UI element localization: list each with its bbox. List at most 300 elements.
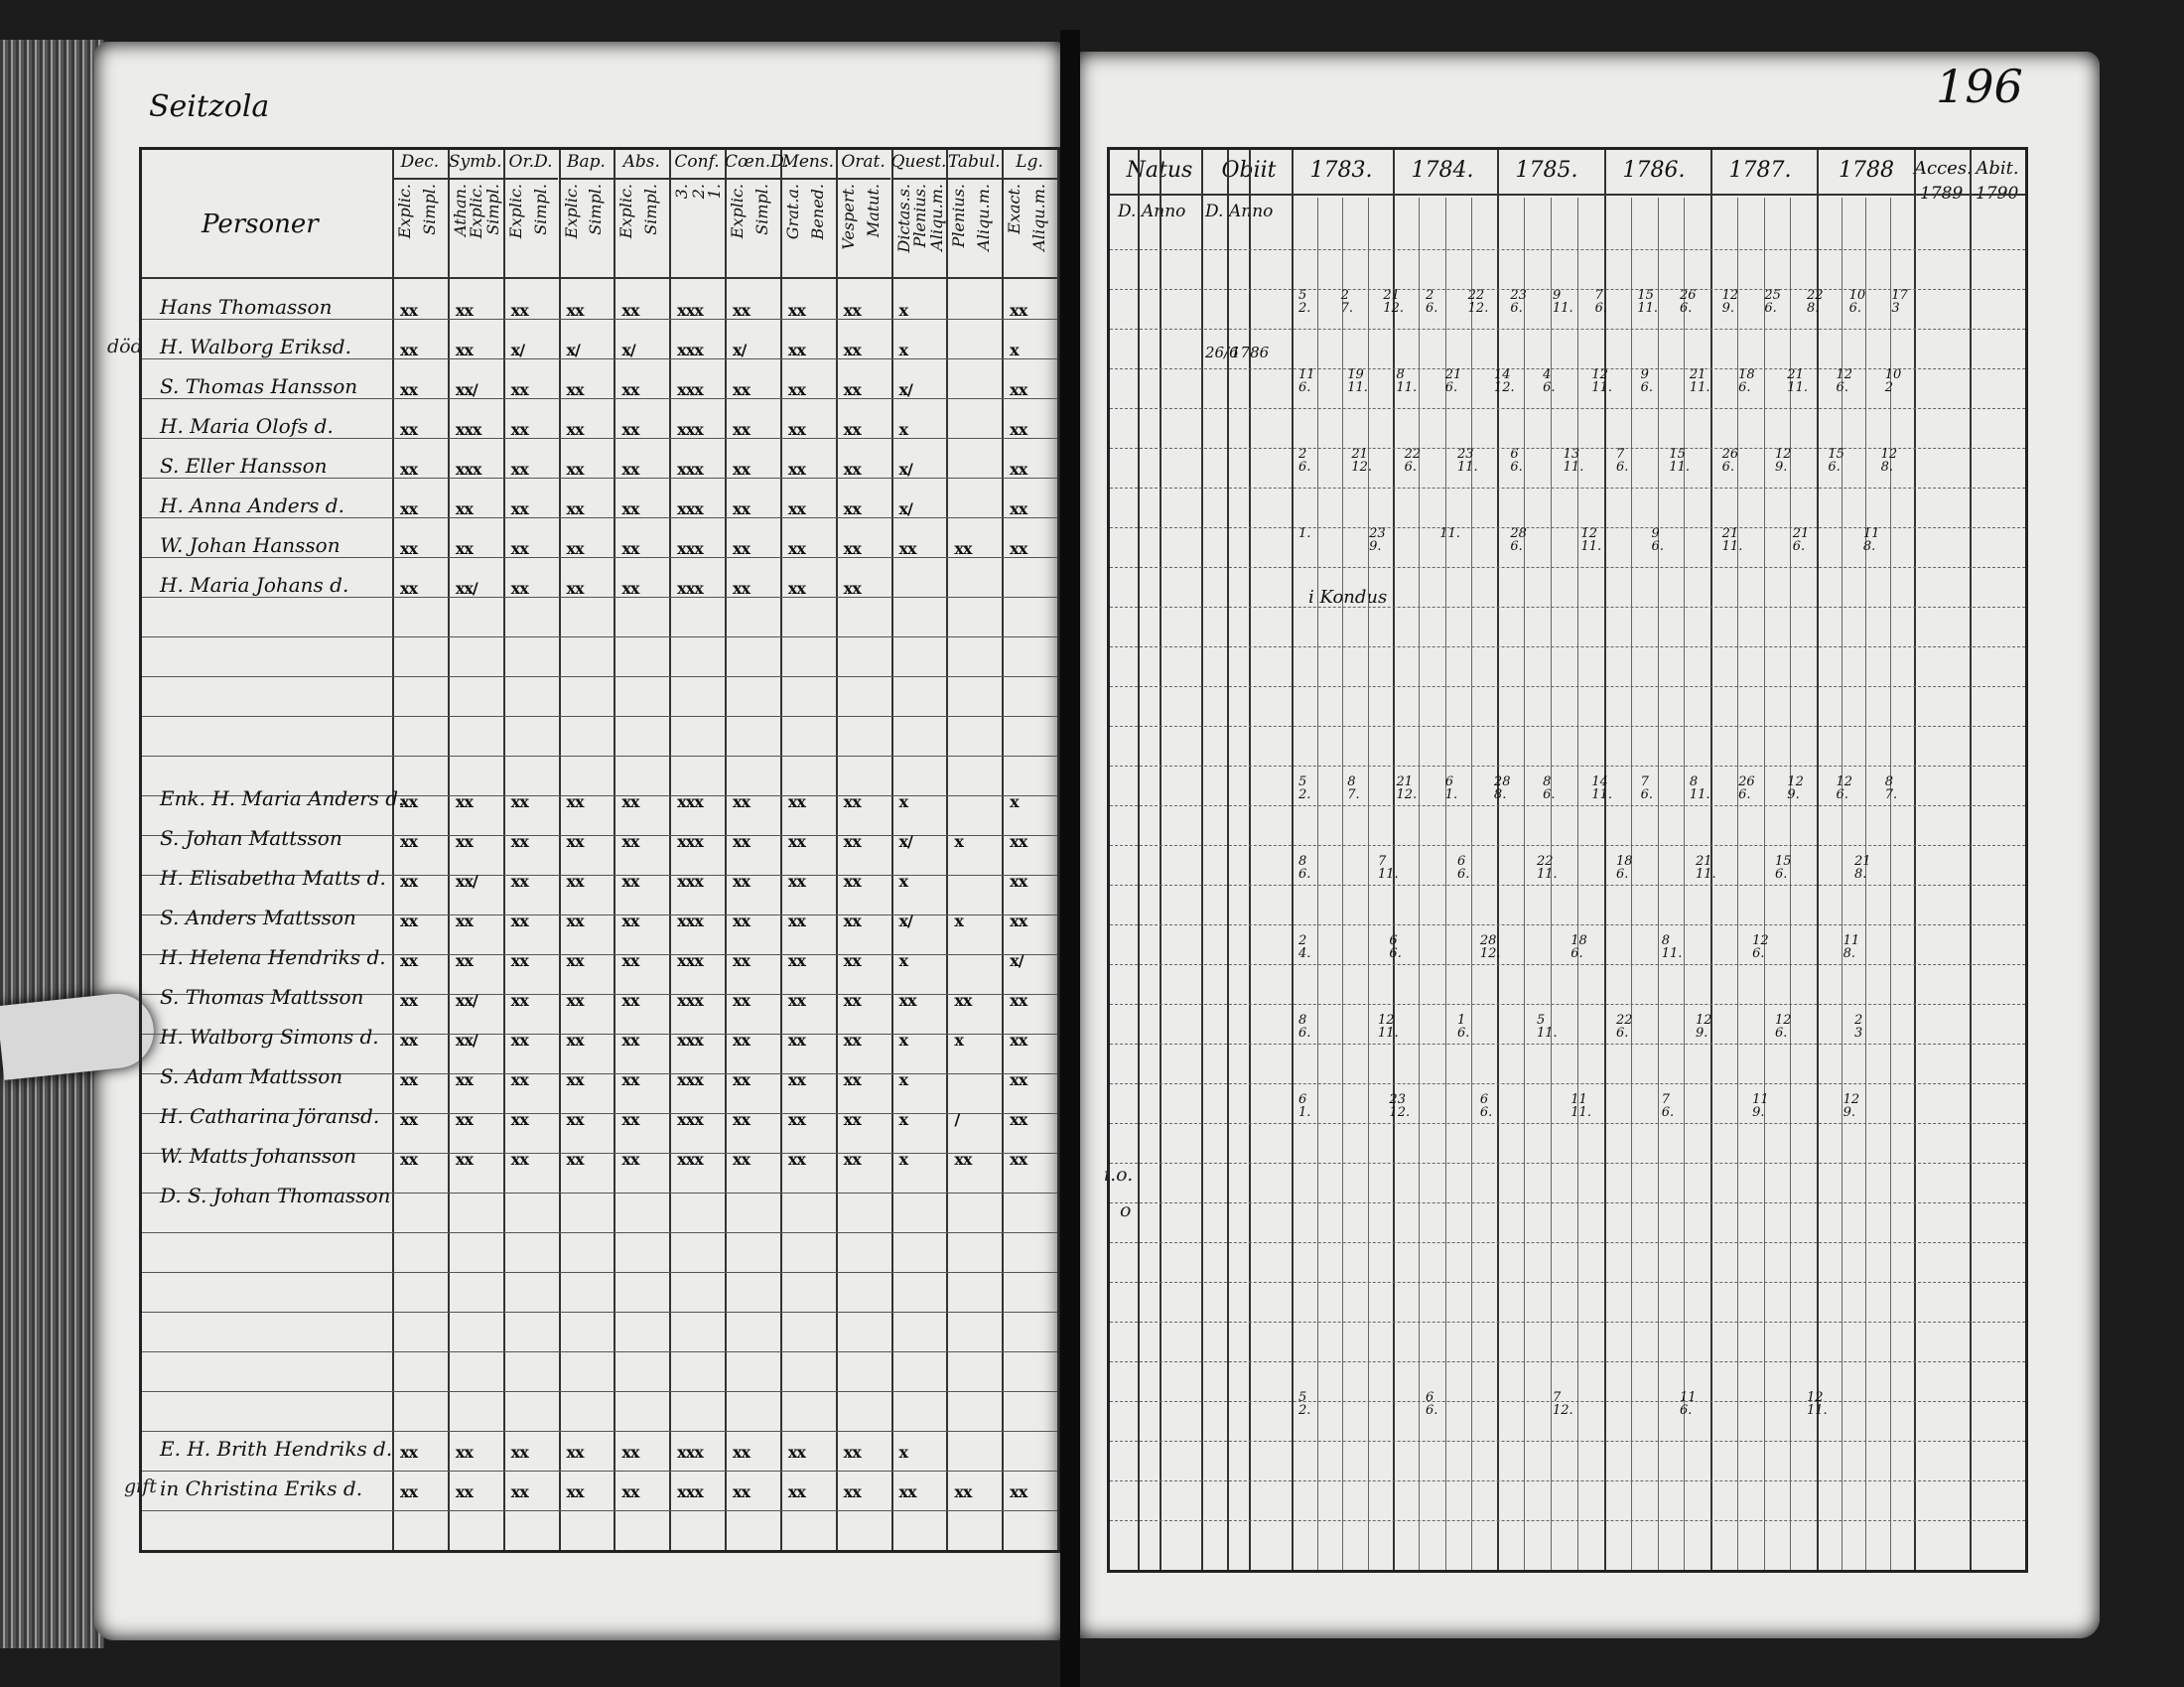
catechism-mark: xx xyxy=(400,991,418,1010)
catechism-mark: xx xyxy=(787,301,805,320)
catechism-mark: xx xyxy=(733,539,751,558)
catechism-date: 12 6. xyxy=(1836,774,1853,802)
catechism-mark: xx xyxy=(843,872,861,891)
catechism-date: 23 11. xyxy=(1457,447,1478,475)
catechism-mark: x/ xyxy=(510,341,525,359)
column-subheader: Matut. xyxy=(863,184,883,238)
ruled-line xyxy=(1110,567,2025,568)
header-underline xyxy=(448,178,503,180)
catechism-date: 9 6. xyxy=(1651,526,1664,554)
catechism-mark: xx xyxy=(733,1150,751,1169)
catechism-date: 8 6. xyxy=(1298,854,1311,882)
catechism-mark: xx xyxy=(787,1482,805,1501)
catechism-mark: xx xyxy=(1010,380,1027,399)
catechism-mark: x xyxy=(1010,792,1019,811)
catechism-date: 26 6. xyxy=(1680,288,1697,316)
column-subheader: 3. xyxy=(672,184,692,200)
header-underline xyxy=(780,178,836,180)
catechism-mark: xx xyxy=(455,912,473,930)
margin-note-o: o xyxy=(1120,1199,1132,1221)
year-subdivider xyxy=(1577,198,1578,1570)
catechism-date: 12 11. xyxy=(1807,1390,1828,1418)
catechism-mark: x xyxy=(954,912,963,930)
catechism-mark: xx xyxy=(566,579,584,598)
ruled-line xyxy=(1110,1282,2025,1283)
catechism-mark: xx xyxy=(455,1482,473,1501)
catechism-mark: xx xyxy=(566,792,584,811)
catechism-date: 12 9. xyxy=(1721,288,1739,316)
catechism-date: 18 6. xyxy=(1570,933,1587,961)
catechism-date: 1. xyxy=(1298,526,1311,541)
ruled-line xyxy=(1110,329,2025,330)
year-subdivider xyxy=(1317,198,1318,1570)
catechism-mark: x/ xyxy=(733,341,747,359)
catechism-mark: xx xyxy=(733,1070,751,1089)
catechism-mark: xx xyxy=(566,872,584,891)
catechism-mark: xx xyxy=(400,301,418,320)
catechism-mark: xx xyxy=(1010,1070,1027,1089)
column-header: Dec. xyxy=(400,152,440,172)
accessit-year: 1789 xyxy=(1920,184,1964,204)
catechism-mark: xx xyxy=(787,539,805,558)
catechism-mark: xxx xyxy=(677,1443,703,1462)
catechism-mark: xx xyxy=(787,951,805,970)
catechism-mark: xx xyxy=(843,951,861,970)
catechism-date: 12 11. xyxy=(1580,526,1602,554)
catechism-mark: xx xyxy=(510,872,528,891)
year-subdivider xyxy=(1865,198,1866,1570)
year-1785-header: 1785. xyxy=(1515,158,1578,183)
catechism-mark: xxx xyxy=(677,872,703,891)
column-subheader: Explic. xyxy=(616,184,636,239)
catechism-date: 26 6. xyxy=(1721,447,1739,475)
column-subheader: Simpl. xyxy=(483,184,503,235)
catechism-mark: xx xyxy=(566,1443,584,1462)
person-name: S. Thomas Mattsson xyxy=(160,985,364,1009)
catechism-mark: xxx xyxy=(677,1150,703,1169)
header-underline xyxy=(725,178,780,180)
catechism-date: 21 11. xyxy=(1696,854,1716,882)
column-subheader: Exact. xyxy=(1005,184,1024,234)
catechism-mark: xx xyxy=(843,832,861,851)
catechism-mark: xx xyxy=(510,832,528,851)
catechism-mark: xx xyxy=(566,380,584,399)
catechism-mark: xx xyxy=(621,912,639,930)
year-subdivider xyxy=(1419,198,1420,1570)
catechism-mark: x xyxy=(898,1110,908,1129)
accessit-header: Acces. xyxy=(1914,158,1973,179)
catechism-mark: xx xyxy=(510,420,528,439)
year-1784-header: 1784. xyxy=(1411,158,1474,183)
catechism-date: 5 2. xyxy=(1298,774,1311,802)
catechism-mark: xx xyxy=(400,951,418,970)
catechism-mark: xx xyxy=(566,420,584,439)
catechism-mark: xx xyxy=(621,1150,639,1169)
column-divider xyxy=(1604,150,1606,1570)
catechism-mark: xx xyxy=(787,380,805,399)
catechism-mark: x xyxy=(898,872,908,891)
catechism-date: 28 12. xyxy=(1479,933,1501,961)
ruled-line xyxy=(1110,845,2025,846)
catechism-mark: xx xyxy=(621,1070,639,1089)
ruled-line xyxy=(1110,1123,2025,1124)
catechism-date: 12 6. xyxy=(1836,367,1853,395)
catechism-date: 17 3 xyxy=(1891,288,1908,316)
catechism-mark: xx xyxy=(787,460,805,479)
catechism-date: 15 6. xyxy=(1828,447,1844,475)
catechism-mark: xxx xyxy=(677,380,703,399)
catechism-date: 14 12. xyxy=(1493,367,1515,395)
catechism-mark: xx xyxy=(566,301,584,320)
catechism-table xyxy=(139,147,1060,1553)
catechism-date: 2 4. xyxy=(1298,933,1311,961)
catechism-mark: xx xyxy=(843,912,861,930)
person-name: S. Thomas Hansson xyxy=(160,374,358,398)
catechism-mark: xx xyxy=(1010,420,1027,439)
catechism-date: 25 6. xyxy=(1764,288,1781,316)
catechism-mark: xx xyxy=(566,1070,584,1089)
catechism-mark: xx xyxy=(843,341,861,359)
catechism-mark: xx xyxy=(621,991,639,1010)
ruled-line xyxy=(142,478,1057,479)
catechism-mark: xx xyxy=(787,1443,805,1462)
catechism-date: 11. xyxy=(1439,526,1460,541)
catechism-mark: xx xyxy=(787,832,805,851)
catechism-mark: xx xyxy=(843,1110,861,1129)
catechism-mark: x/ xyxy=(621,341,635,359)
catechism-date: 22 8. xyxy=(1807,288,1824,316)
column-subheader: Explic. xyxy=(395,184,414,239)
catechism-mark: xx xyxy=(400,539,418,558)
year-subdivider xyxy=(1658,198,1659,1570)
header-divider xyxy=(142,277,1057,279)
catechism-mark: xx xyxy=(1010,301,1027,320)
ruled-line xyxy=(1110,488,2025,489)
ruled-line xyxy=(1110,1480,2025,1481)
catechism-mark: xxx xyxy=(455,460,481,479)
catechism-mark: xx xyxy=(843,1482,861,1501)
catechism-mark: xx xyxy=(510,1443,528,1462)
catechism-mark: xx xyxy=(1010,460,1027,479)
person-name: S. Anders Mattsson xyxy=(160,906,356,929)
catechism-mark: xx xyxy=(843,460,861,479)
ruled-line xyxy=(1110,527,2025,528)
ruled-line xyxy=(142,1391,1057,1392)
catechism-date: 6 6. xyxy=(1426,1390,1438,1418)
column-subheader: Athan. xyxy=(450,184,470,236)
catechism-date: 21 11. xyxy=(1721,526,1743,554)
catechism-mark: xx xyxy=(898,991,916,1010)
margin-note-gift: gift xyxy=(124,1476,157,1497)
column-header: Abs. xyxy=(622,152,660,172)
catechism-mark: x xyxy=(898,1150,908,1169)
person-name: D. S. Johan Thomasson xyxy=(160,1184,391,1207)
column-divider xyxy=(1914,150,1916,1570)
catechism-mark: xx xyxy=(733,380,751,399)
ruled-line xyxy=(1110,1044,2025,1045)
header-underline xyxy=(614,178,669,180)
catechism-date: 21 6. xyxy=(1444,367,1462,395)
person-name: H. Catharina Jöransd. xyxy=(160,1104,380,1128)
ruled-line xyxy=(142,1471,1057,1472)
person-name: S. Adam Mattsson xyxy=(160,1064,343,1088)
catechism-mark: xx xyxy=(621,460,639,479)
column-subheader: Plenius. xyxy=(910,184,930,248)
person-name: W. Matts Johansson xyxy=(160,1144,357,1168)
catechism-mark: xx xyxy=(843,499,861,518)
catechism-mark: xxx xyxy=(455,420,481,439)
village-title: Seitzola xyxy=(149,89,270,124)
catechism-mark: xx xyxy=(455,832,473,851)
ruled-line xyxy=(142,1272,1057,1273)
catechism-mark: xx xyxy=(455,1443,473,1462)
catechism-mark: xx xyxy=(787,341,805,359)
catechism-mark: x xyxy=(898,951,908,970)
header-underline xyxy=(503,178,559,180)
catechism-mark: xx xyxy=(843,1443,861,1462)
catechism-date: 5 11. xyxy=(1537,1013,1558,1041)
column-subheader: Dictas.s. xyxy=(893,184,913,253)
catechism-mark: xx xyxy=(621,1443,639,1462)
ruled-line xyxy=(1110,1202,2025,1203)
column-header: Or.D. xyxy=(508,152,553,172)
ruled-line xyxy=(142,676,1057,677)
catechism-mark: xx xyxy=(400,1150,418,1169)
catechism-mark: xx xyxy=(621,301,639,320)
catechism-mark: xx xyxy=(566,1110,584,1129)
catechism-mark: xx xyxy=(510,499,528,518)
year-subdivider xyxy=(1631,198,1632,1570)
catechism-mark: xx xyxy=(787,991,805,1010)
ruled-line xyxy=(1110,1242,2025,1243)
catechism-date: 7 12. xyxy=(1553,1390,1573,1418)
ruled-line xyxy=(142,1312,1057,1313)
catechism-mark: xx xyxy=(733,1482,751,1501)
year-subdivider xyxy=(1471,198,1472,1570)
catechism-date: 5 2. xyxy=(1298,288,1311,316)
ruled-line xyxy=(142,319,1057,320)
column-divider xyxy=(725,150,727,1550)
catechism-date: 11 8. xyxy=(1843,933,1860,961)
year-subdivider xyxy=(1684,198,1685,1570)
ruled-line xyxy=(142,597,1057,598)
ruled-line xyxy=(1110,766,2025,767)
catechism-mark: xx xyxy=(566,499,584,518)
catechism-mark: x xyxy=(898,341,908,359)
ruled-line xyxy=(142,1351,1057,1352)
catechism-date: 21 11. xyxy=(1787,367,1808,395)
catechism-date: 6 6. xyxy=(1389,933,1402,961)
catechism-mark: xx xyxy=(733,872,751,891)
catechism-mark: xxx xyxy=(677,832,703,851)
catechism-mark: xx xyxy=(455,1110,473,1129)
catechism-date: 6 1. xyxy=(1298,1092,1311,1120)
catechism-date: 19 11. xyxy=(1347,367,1368,395)
catechism-date: 26 6. xyxy=(1738,774,1755,802)
catechism-mark: xxx xyxy=(677,1070,703,1089)
column-divider xyxy=(669,150,671,1550)
catechism-mark: xx xyxy=(733,991,751,1010)
catechism-mark: xx xyxy=(566,1482,584,1501)
catechism-mark: xx xyxy=(621,539,639,558)
catechism-date: 22 12. xyxy=(1467,288,1489,316)
catechism-mark: xx xyxy=(843,301,861,320)
persons-header: Personer xyxy=(202,210,319,239)
catechism-date: 21 11. xyxy=(1689,367,1710,395)
column-divider xyxy=(1201,150,1203,1570)
catechism-mark: xx xyxy=(510,1150,528,1169)
person-name: S. Johan Mattsson xyxy=(160,826,342,850)
catechism-mark: xx xyxy=(843,539,861,558)
catechism-mark: xx xyxy=(787,792,805,811)
catechism-mark: xx/ xyxy=(455,380,478,399)
column-subheader: Simpl. xyxy=(641,184,661,235)
catechism-date: 8 6. xyxy=(1543,774,1556,802)
ruled-line xyxy=(1110,1004,2025,1005)
catechism-date: 28 8. xyxy=(1493,774,1511,802)
catechism-mark: xx xyxy=(621,1482,639,1501)
catechism-date: 8 11. xyxy=(1396,367,1418,395)
person-name: H. Maria Johans d. xyxy=(160,573,349,597)
catechism-date: 6 1. xyxy=(1444,774,1458,802)
catechism-date: 8 7. xyxy=(1347,774,1360,802)
catechism-mark: xx xyxy=(1010,872,1027,891)
catechism-date: 7 6. xyxy=(1640,774,1654,802)
ruled-line xyxy=(1110,646,2025,647)
column-subheader: Explic. xyxy=(467,184,486,239)
catechism-mark: xx xyxy=(566,1031,584,1050)
column-subheader: 1. xyxy=(705,184,725,200)
catechism-date: 12 6. xyxy=(1752,933,1769,961)
column-subheader: 2. xyxy=(688,184,708,200)
catechism-mark: xx xyxy=(400,499,418,518)
catechism-mark: xx xyxy=(621,832,639,851)
column-divider xyxy=(891,150,893,1550)
catechism-mark: xx xyxy=(843,991,861,1010)
catechism-mark: xx xyxy=(400,1031,418,1050)
column-divider xyxy=(1817,150,1819,1570)
catechism-mark: xx xyxy=(1010,1150,1027,1169)
catechism-mark: xx xyxy=(621,1031,639,1050)
catechism-date: 8 7. xyxy=(1884,774,1898,802)
year-subdivider xyxy=(1551,198,1552,1570)
catechism-mark: xx xyxy=(510,1482,528,1501)
catechism-mark: x xyxy=(954,1031,963,1050)
catechism-date: 21 12. xyxy=(1351,447,1373,475)
catechism-mark: xx xyxy=(787,1031,805,1050)
catechism-date: 6 6. xyxy=(1479,1092,1493,1120)
catechism-mark: xx xyxy=(621,792,639,811)
catechism-mark: xx xyxy=(843,420,861,439)
column-divider xyxy=(614,150,615,1550)
catechism-date: 9 6. xyxy=(1640,367,1654,395)
catechism-mark: xx xyxy=(400,420,418,439)
column-divider xyxy=(1227,150,1229,1570)
column-divider xyxy=(1249,150,1251,1570)
catechism-mark: xx xyxy=(455,951,473,970)
column-subheader: Grat.a. xyxy=(782,184,802,240)
catechism-mark: xx xyxy=(733,1031,751,1050)
ruled-line xyxy=(142,716,1057,717)
catechism-mark: xx xyxy=(510,951,528,970)
catechism-date: 5 2. xyxy=(1298,1390,1311,1418)
catechism-mark: xxx xyxy=(677,991,703,1010)
catechism-mark: xx xyxy=(566,539,584,558)
catechism-mark: xxx xyxy=(677,341,703,359)
year-1788-header: 1788 xyxy=(1839,158,1894,183)
page-number: 196 xyxy=(1936,60,2023,113)
ruled-line xyxy=(142,1431,1057,1432)
catechism-mark: xx xyxy=(954,1482,972,1501)
column-subheader: Aliqu.m. xyxy=(1029,184,1049,251)
catechism-mark: xx xyxy=(510,1110,528,1129)
margin-note-kondus: i Kondus xyxy=(1308,587,1388,608)
catechism-mark: xxx xyxy=(677,539,703,558)
column-divider xyxy=(1497,150,1499,1570)
column-divider xyxy=(1138,150,1140,1570)
catechism-date: 2 7. xyxy=(1340,288,1354,316)
year-subdivider xyxy=(1445,198,1446,1570)
header-underline xyxy=(836,178,891,180)
catechism-mark: xx xyxy=(455,341,473,359)
catechism-mark: xxx xyxy=(677,951,703,970)
catechism-mark: xx xyxy=(510,912,528,930)
catechism-mark: xx xyxy=(733,460,751,479)
catechism-date: 8 6. xyxy=(1298,1013,1311,1041)
catechism-date: 2 6. xyxy=(1426,288,1438,316)
column-divider xyxy=(1160,150,1161,1570)
catechism-mark: xx xyxy=(1010,991,1027,1010)
ruled-line xyxy=(1110,408,2025,409)
catechism-mark: xxx xyxy=(677,460,703,479)
catechism-mark: xx xyxy=(621,420,639,439)
column-divider xyxy=(448,150,450,1550)
catechism-mark: x/ xyxy=(898,832,912,851)
column-header: Mens. xyxy=(781,152,835,172)
abiit-header: Abit. xyxy=(1976,158,2019,179)
catechism-mark: xx xyxy=(621,1110,639,1129)
catechism-mark: xx xyxy=(843,1031,861,1050)
ruled-line xyxy=(1110,885,2025,886)
catechism-date: 22 11. xyxy=(1537,854,1558,882)
catechism-date: 22 6. xyxy=(1404,447,1422,475)
catechism-date: 11 11. xyxy=(1570,1092,1591,1120)
abiit-year: 1790 xyxy=(1976,184,2019,204)
ruled-line xyxy=(142,557,1057,558)
catechism-mark: xx xyxy=(510,1070,528,1089)
obiit-day: 26/6 xyxy=(1205,344,1239,361)
catechism-mark: xx xyxy=(621,872,639,891)
catechism-mark: xx xyxy=(954,1150,972,1169)
obiit-year: 1786 xyxy=(1231,344,1270,361)
year-subdivider xyxy=(1524,198,1525,1570)
catechism-mark: xx xyxy=(510,380,528,399)
catechism-mark: xx xyxy=(566,460,584,479)
catechism-date: 7 11. xyxy=(1378,854,1399,882)
catechism-date: 15 6. xyxy=(1775,854,1792,882)
catechism-mark: xx xyxy=(843,579,861,598)
person-name: E. H. Brith Hendriks d. xyxy=(160,1437,393,1461)
catechism-mark: xx xyxy=(733,420,751,439)
catechism-mark: xxx xyxy=(677,912,703,930)
ruled-line xyxy=(1110,1441,2025,1442)
catechism-mark: xx xyxy=(843,792,861,811)
catechism-mark: xx xyxy=(400,792,418,811)
obiit-day-label: D. xyxy=(1205,202,1224,221)
column-subheader: Simpl. xyxy=(530,184,550,235)
column-header: Quest. xyxy=(890,152,947,172)
catechism-mark: xx xyxy=(566,912,584,930)
